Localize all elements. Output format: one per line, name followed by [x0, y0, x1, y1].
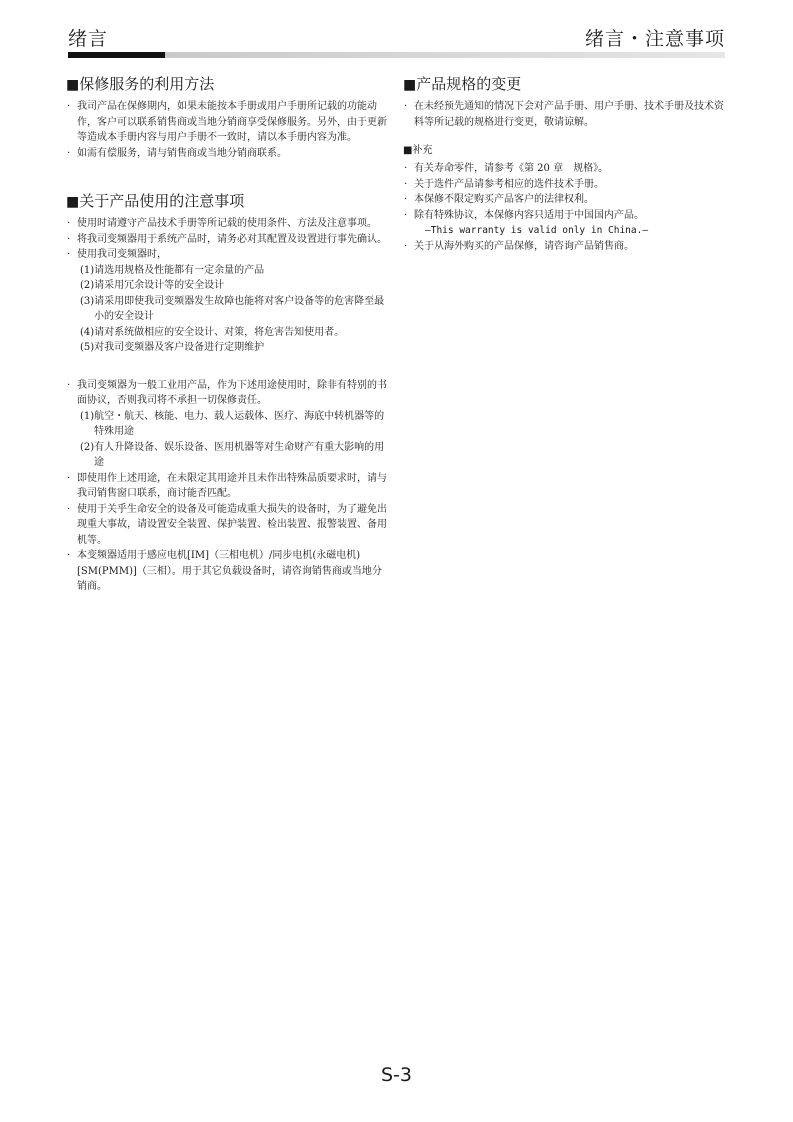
- numbered-item: (3)请采用即使我司变频器发生故障也能将对客户设备等的危害降至最小的安全设计: [80, 295, 385, 322]
- list-item: · 除有特殊协议，本保修内容只适用于中国国内产品。: [403, 208, 725, 224]
- warranty-usage-list: [66, 99, 388, 161]
- supplement-title: [403, 144, 725, 158]
- usage-notes-list: [66, 216, 388, 263]
- list-item: · 我司产品在保修期内，如果未能按本手册或用户手册所记载的功能动作，客户可以联系销售商或当地分销商享受保修服务。另外，由于更新等造成本手册内容与用户手册不一致时，请以本手册内容为准。: [66, 99, 388, 146]
- left-column: [66, 74, 388, 595]
- right-column: [403, 74, 725, 254]
- numbered-item: (1)航空・航天、核能、电力、载人运载体、医疗、海底中转机器等的特殊用途: [80, 410, 385, 437]
- list-item: · 我司变频器为一般工业用产品，作为下述用途使用时，除非有特别的书面协议，否则我司将不承担一切保修责任。: [66, 378, 388, 409]
- list-item: · 即使用作上述用途，在未限定其用途并且未作出特殊品质要求时，请与我司销售窗口联系，商讨能否匹配。: [66, 471, 388, 502]
- header-chapter-title: 绪言: [68, 28, 109, 50]
- supplement-title-text: 补充: [412, 145, 433, 156]
- special-use-items: [66, 409, 388, 471]
- header-rule: [68, 52, 725, 58]
- list-item: · 本变频器适用于感应电机[IM]（三相电机）/同步电机(永磁电机)[SM(PMM)]（三相）。用于其它负载设备时，请咨询销售商或当地分销商。: [66, 548, 388, 595]
- numbered-item: (2)请采用冗余设计等的安全设计: [80, 280, 225, 291]
- list-item: · 使用于关乎生命安全的设备及可能造成重大损失的设备时，为了避免出现重大事故，请设置安全装置、保护装置、检出装置、报警装置、备用机等。: [66, 502, 388, 549]
- section-title-text: 保修服务的利用方法: [79, 75, 215, 93]
- safety-design-list: [66, 263, 388, 356]
- numbered-item: (4)请对系统做相应的安全设计、对策，将危害告知使用者。: [80, 326, 345, 338]
- list-item: · 本保修不限定购买产品客户的法律权利。: [403, 192, 725, 208]
- square-bullet-icon: ■: [403, 145, 413, 156]
- page-header: [68, 24, 725, 58]
- list-item: · 关于选件产品请参考相应的选件技术手册。: [403, 177, 725, 193]
- spec-changes-list: [403, 99, 725, 130]
- square-bullet-icon: ■: [66, 77, 80, 93]
- section-title-text: 产品规格的变更: [416, 75, 522, 93]
- header-section-title: 绪言・注意事项: [584, 28, 725, 50]
- numbered-item: (1)请选用规格及性能都有一定余量的产品: [80, 264, 265, 276]
- section-title-spec-changes: [403, 74, 725, 95]
- additional-notes-list: [66, 471, 388, 595]
- list-item: · 有关寿命零件，请参考《第 20 章 规格》。: [403, 161, 725, 177]
- list-item: · 使用时请遵守产品技术手册等所记载的使用条件、方法及注意事项。: [66, 216, 388, 232]
- overseas-warranty-list: [403, 239, 725, 255]
- supplement-list: [403, 161, 725, 223]
- numbered-item: (2)有人升降设备、娱乐设备、医用机器等对生命财产有重大影响的用途: [80, 441, 385, 468]
- square-bullet-icon: ■: [66, 194, 80, 210]
- list-item: · 如需有偿服务，请与销售商或当地分销商联系。: [66, 146, 388, 162]
- list-item: · 将我司变频器用于系统产品时，请务必对其配置及设置进行事先确认。: [66, 232, 388, 248]
- section-title-usage-notes: [66, 191, 388, 212]
- list-item: · 在未经预先通知的情况下会对产品手册、用户手册、技术手册及技术资料等所记载的规格进行变更，敬请谅解。: [403, 99, 725, 130]
- numbered-item: (5)对我司变频器及客户设备进行定期维护: [80, 342, 265, 353]
- warranty-china-note: —This warranty is valid only in China.—: [425, 225, 649, 236]
- list-item: · 使用我司变频器时，: [66, 247, 388, 263]
- square-bullet-icon: ■: [403, 77, 417, 93]
- list-item: · 关于从海外购买的产品保修，请咨询产品销售商。: [403, 239, 725, 255]
- section-title-text: 关于产品使用的注意事项: [79, 192, 245, 210]
- special-use-list: [66, 378, 388, 409]
- section-title-warranty-usage: [66, 74, 388, 95]
- page-number: S-3: [380, 1064, 412, 1086]
